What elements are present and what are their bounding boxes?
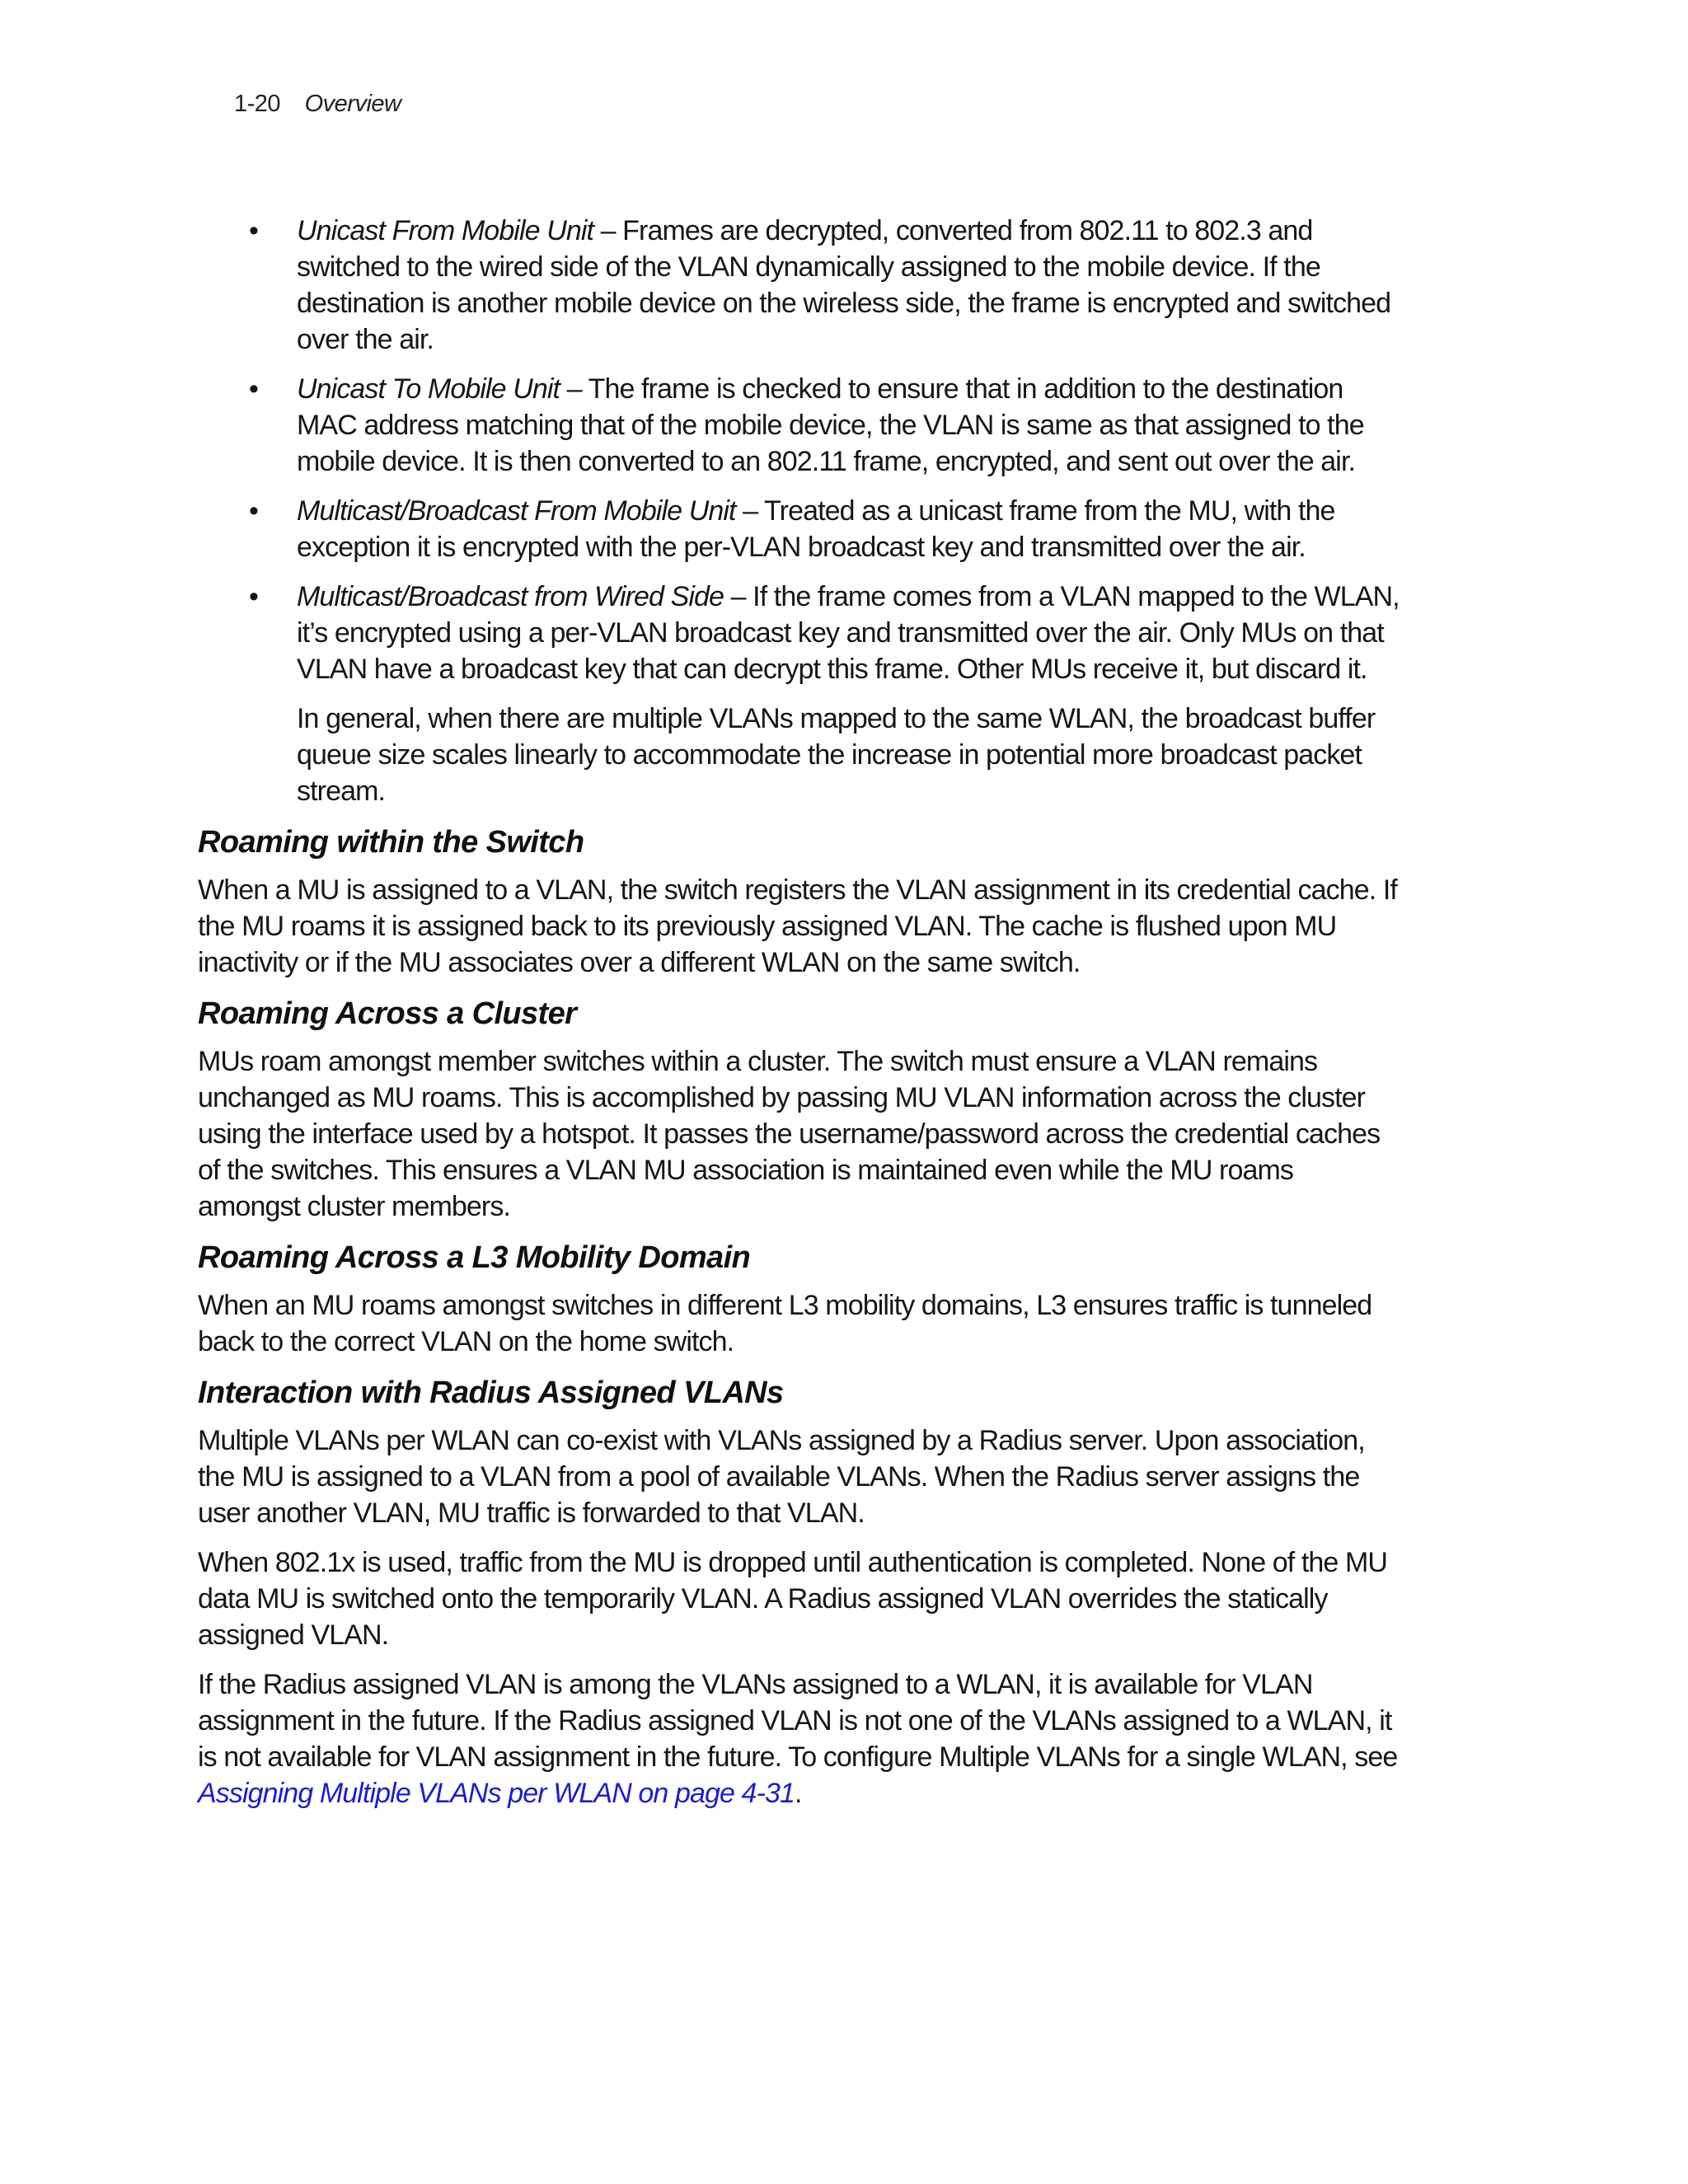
heading-radius-vlans: Interaction with Radius Assigned VLANs — [198, 1376, 784, 1410]
bullet-note: In general, when there are multiple VLANs mapped to the same WLAN, the broadcast buffer queue size scales linearly to accommodate the increase in potential more broadcast packet stream. — [297, 703, 1376, 807]
heading-roaming-cluster: Roaming Across a Cluster — [198, 996, 577, 1031]
bullet-text: – Treated as a unicast frame from the MU, with the exception it is encrypted with the per-VLAN broadcast key and transmitted over the air. — [297, 495, 1335, 563]
bullet-term: Unicast From Mobile Unit — [297, 215, 594, 246]
bullet-term: Unicast To Mobile Unit — [297, 373, 560, 405]
bullet-icon: • — [249, 215, 259, 246]
cross-reference-link[interactable]: Assigning Multiple VLANs per WLAN on page 4-31 — [198, 1778, 795, 1809]
bullet-icon: • — [249, 581, 259, 612]
list-item — [249, 371, 1401, 480]
paragraph-text: If the Radius assigned VLAN is among the VLANs assigned to a WLAN, it is available for VLAN assignment in the future. If the Radius assigned VLAN is not one of the VLANs assigned to a WLAN, it is not available for VLAN assignment in the future. To configure Multiple VLANs for a single WLAN, see — [198, 1669, 1398, 1773]
bullet-text: – If the frame comes from a VLAN mapped to the WLAN, it’s encrypted using a per-VLAN broadcast key and transmitted over the air. Only MUs on that VLAN have a broadcast key that can decrypt this frame. Other MUs receive it, but discard it. — [297, 581, 1400, 685]
page-number: 1-20 — [234, 91, 281, 117]
list-item — [249, 579, 1401, 687]
bullet-icon: • — [249, 373, 259, 405]
heading-roaming-switch: Roaming within the Switch — [198, 825, 584, 860]
bullet-text: – The frame is checked to ensure that in addition to the destination MAC address matching that of the mobile device, the VLAN is same as that assigned to the mobile device. It is then converted to an 802.11 frame, encrypted, and sent out over the air. — [297, 373, 1364, 477]
section-title: Overview — [304, 91, 401, 117]
paragraph: Multiple VLANs per WLAN can co-exist with VLANs assigned by a Radius server. Upon association, the MU is assigned to a VLAN from a pool of available VLANs. When the Radius server assigns the user another VLAN, MU traffic is forwarded to that VLAN. — [198, 1425, 1365, 1529]
paragraph: When an MU roams amongst switches in different L3 mobility domains, L3 ensures traffic is tunneled back to the correct VLAN on the home switch. — [198, 1290, 1372, 1357]
paragraph: When a MU is assigned to a VLAN, the switch registers the VLAN assignment in its credential cache. If the MU roams it is assigned back to its previously assigned VLAN. The cache is flushed upon MU inactivity or if the MU associates over a different WLAN on the same switch. — [198, 874, 1397, 978]
list-item — [249, 213, 1401, 358]
list-item — [249, 493, 1401, 565]
bullet-term: Multicast/Broadcast From Mobile Unit — [297, 495, 736, 527]
link-punctuation: . — [795, 1778, 802, 1809]
bullet-icon: • — [249, 495, 259, 527]
paragraph: When 802.1x is used, traffic from the MU is dropped until authentication is completed. None of the MU data MU is switched onto the temporarily VLAN. A Radius assigned VLAN overrides the statically assigned VLAN. — [198, 1547, 1388, 1651]
heading-roaming-l3: Roaming Across a L3 Mobility Domain — [198, 1240, 751, 1275]
bullet-text: – Frames are decrypted, converted from 802.11 to 802.3 and switched to the wired side of the VLAN dynamically assigned to the mobile device. If the destination is another mobile device on the wireless side, the frame is encrypted and switched over the air. — [297, 215, 1391, 355]
bullet-list — [249, 213, 1401, 687]
paragraph: MUs roam amongst member switches within a cluster. The switch must ensure a VLAN remains unchanged as MU roams. This is accomplished by passing MU VLAN information across the cluster using the interface used by a hotspot. It passes the username/password across the credential caches of the switches. This ensures a VLAN MU association is maintained even while the MU roams amongst cluster members. — [198, 1046, 1381, 1222]
page-content — [198, 213, 1401, 1825]
bullet-term: Multicast/Broadcast from Wired Side — [297, 581, 724, 612]
paragraph-with-link — [198, 1666, 1401, 1811]
page-header — [234, 91, 401, 118]
